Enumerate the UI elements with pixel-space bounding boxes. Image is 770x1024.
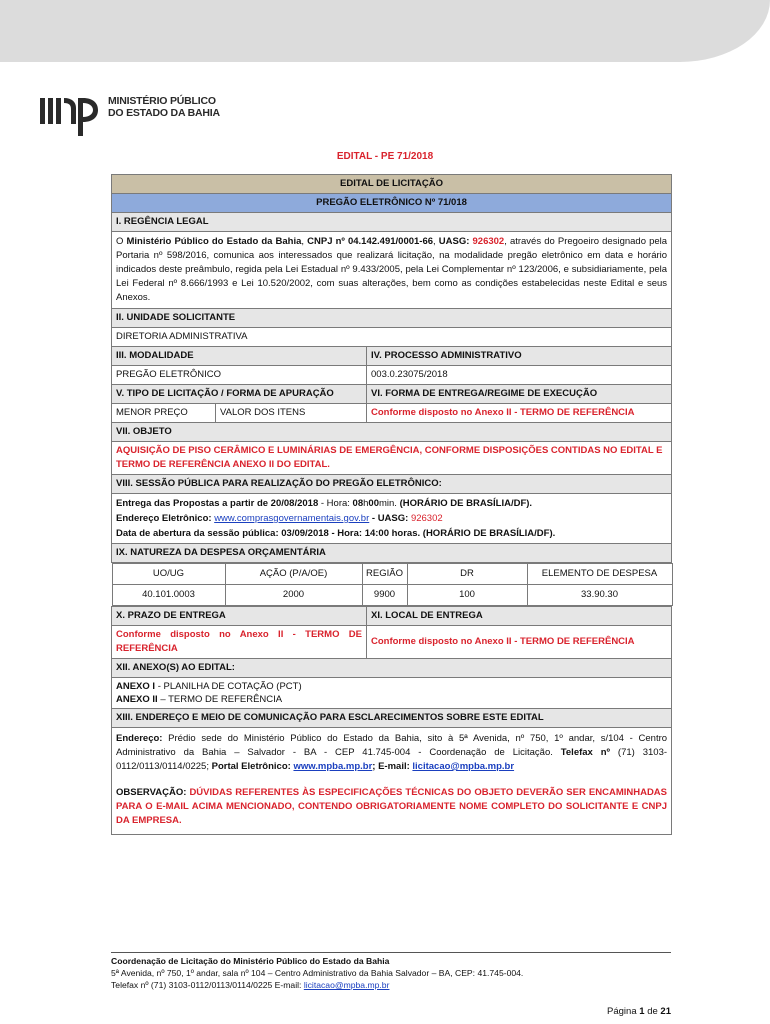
section-unidade-value: DIRETORIA ADMINISTRATIVA	[112, 328, 672, 347]
section-sessao-value	[112, 494, 672, 544]
section-regencia-legal-title: I. REGÊNCIA LEGAL	[112, 213, 672, 232]
text-fragment: 08	[352, 498, 364, 509]
section-anexos-value	[112, 678, 672, 709]
text-fragment: Página	[607, 1006, 640, 1017]
text-fragment: min.	[379, 498, 400, 509]
text-fragment: h	[363, 498, 369, 509]
section-endereco-title: XIII. ENDEREÇO E MEIO DE COMUNICAÇÃO PARA ESCLARECIMENTOS SOBRE ESTE EDITAL	[112, 709, 672, 728]
endereco-paragraph	[116, 732, 667, 774]
observacao-text: DÚVIDAS REFERENTES ÀS ESPECIFICAÇÕES TÉCNICAS DO OBJETO DEVERÃO SER ENCAMINHADAS PARA O E-MAIL ACIMA MENCIONADO, CONTENDO OBRIGATORIAMENTE NOME COMPLETO DO SOLICITANTE E CNPJ DA EMPRESA.	[116, 787, 668, 826]
title-edital-licitacao: EDITAL DE LICITAÇÃO	[112, 175, 672, 194]
section-prazo-title: X. PRAZO DE ENTREGA	[112, 607, 367, 626]
section-natureza-title: IX. NATUREZA DA DESPESA ORÇAMENTÁRIA	[112, 544, 672, 563]
page-footer	[111, 952, 671, 991]
portal-link[interactable]: www.mpba.mp.br	[293, 761, 373, 772]
footer-org: Coordenação de Licitação do Ministério Público do Estado da Bahia	[111, 956, 390, 966]
budget-header-row	[112, 564, 672, 585]
text-fragment: Portal Eletrônico:	[211, 761, 294, 772]
text-fragment: Endereço:	[116, 733, 163, 744]
section-objeto-title: VII. OBJETO	[112, 423, 672, 442]
sessao-line-3: Data de abertura da sessão pública: 03/09/2018 - Hora: 14:00 horas. (HORÁRIO DE BRASÍLIA/DF).	[116, 528, 556, 539]
page-current: 1	[639, 1006, 645, 1017]
text-fragment: , através do Pregoeiro designado pela Portaria nº 598/2016, comunica aos interessados que realizará licitação, na modalidade pregão eletrônico em data e horário indicados deste preâmbulo, regida pela Lei Estadual nº 9.433/2005, pela Lei Complementar nº 123/2006, e subsidiariamente, pela Lei Federal nº 8.666/1993 e Lei 10.520/2002, com suas alterações, bem como as condições estabelecidas neste Edital e seus Anexos.	[116, 236, 668, 303]
section-tipo-value-1: MENOR PREÇO	[112, 404, 216, 423]
budget-value-row	[112, 585, 672, 606]
section-prazo-value: Conforme disposto no Anexo II - TERMO DE REFERÊNCIA	[112, 626, 367, 659]
section-unidade-title: II. UNIDADE SOLICITANTE	[112, 309, 672, 328]
email-link[interactable]: licitacao@mpba.mp.br	[412, 761, 515, 772]
budget-container	[112, 563, 672, 607]
budget-value-cell: 100	[407, 585, 527, 606]
section-tipo-value-2: VALOR DOS ITENS	[216, 404, 367, 423]
observacao-paragraph	[116, 786, 667, 828]
section-processo-title: IV. PROCESSO ADMINISTRATIVO	[367, 347, 672, 366]
page-total: 21	[660, 1006, 671, 1017]
comprasnet-link[interactable]: www.comprasgovernamentais.gov.br	[214, 513, 370, 524]
text-fragment: Telefax nº	[560, 747, 611, 758]
budget-header-cell: AÇÃO (P/A/OE)	[225, 564, 362, 585]
text-fragment: de	[644, 1006, 661, 1017]
budget-value-cell: 33.90.30	[527, 585, 672, 606]
anexo-1	[116, 680, 667, 693]
text-fragment: Entrega das Propostas a partir de 20/08/2018	[116, 498, 319, 509]
section-local-value: Conforme disposto no Anexo II - TERMO DE REFERÊNCIA	[367, 626, 672, 659]
budget-value-cell: 40.101.0003	[112, 585, 225, 606]
text-fragment: – TERMO DE REFERÊNCIA	[157, 694, 283, 705]
text-fragment: Ministério Público do Estado da Bahia	[126, 236, 302, 247]
top-decorative-band	[0, 0, 770, 62]
section-modalidade-value: PREGÃO ELETRÔNICO	[112, 366, 367, 385]
text-fragment: Endereço Eletrônico:	[116, 513, 215, 524]
mpba-logo	[38, 90, 238, 140]
text-fragment: Telefax nº (71) 3103-0112/0113/0114/0225 E-mail:	[111, 980, 304, 990]
section-regencia-legal-text	[112, 232, 672, 309]
budget-header-cell: DR	[407, 564, 527, 585]
budget-header-cell: REGIÃO	[362, 564, 407, 585]
text-fragment: - UASG:	[369, 513, 411, 524]
footer-divider	[111, 952, 671, 953]
edital-code: EDITAL - PE 71/2018	[336, 151, 434, 162]
section-processo-value: 003.0.23075/2018	[367, 366, 672, 385]
section-forma-entrega-value: Conforme disposto no Anexo II - TERMO DE REFERÊNCIA	[367, 404, 672, 423]
section-tipo-title: V. TIPO DE LICITAÇÃO / FORMA DE APURAÇÃO	[112, 385, 367, 404]
text-fragment: - Hora:	[318, 498, 353, 509]
text-fragment: ,	[301, 236, 308, 247]
text-fragment: - PLANILHA DE COTAÇÃO (PCT)	[155, 681, 302, 692]
section-local-title: XI. LOCAL DE ENTREGA	[367, 607, 672, 626]
uasg-label: UASG:	[438, 236, 473, 247]
text-fragment: (71) 3103-0112/0113/0114/0225;	[116, 747, 668, 772]
spacer	[116, 774, 667, 786]
logo-line-1: MINISTÉRIO PÚBLICO	[108, 95, 216, 107]
text-fragment: OBSERVAÇÃO:	[116, 787, 190, 798]
section-forma-entrega-title: VI. FORMA DE ENTREGA/REGIME DE EXECUÇÃO	[367, 385, 672, 404]
text-fragment: ANEXO II	[116, 694, 158, 705]
cnpj-text: CNPJ nº 04.142.491/0001-66	[307, 236, 434, 247]
text-fragment: ; E-mail:	[372, 761, 413, 772]
budget-value-cell: 2000	[225, 585, 362, 606]
budget-value-cell: 9900	[362, 585, 407, 606]
footer-contact	[111, 979, 671, 991]
text-fragment: O	[116, 236, 127, 247]
page-number	[607, 1006, 671, 1017]
uasg-value: 926302	[472, 236, 505, 247]
text-fragment: (HORÁRIO DE BRASÍLIA/DF).	[399, 498, 533, 509]
budget-header-cell: ELEMENTO DE DESPESA	[527, 564, 672, 585]
text-fragment: Prédio sede do Ministério Público do Estado da Bahia, sito à 5ª Avenida, nº 750, 1º andar, s/104 - Centro Administrativo da Bahia – Salvador - BA - CEP 41.745-004 - Coordenação de Licitação.	[116, 733, 668, 758]
title-pregao: PREGÃO ELETRÔNICO Nº 71/018	[112, 194, 672, 213]
budget-header-cell: UO/UG	[112, 564, 225, 585]
text-fragment: ,	[433, 236, 439, 247]
text-fragment: 00	[368, 498, 379, 509]
anexo-2	[116, 693, 667, 706]
uasg-value: 926302	[410, 513, 443, 524]
budget-table	[112, 563, 673, 606]
logo-text	[108, 95, 220, 119]
section-sessao-title: VIII. SESSÃO PÚBLICA PARA REALIZAÇÃO DO PREGÃO ELETRÔNICO:	[112, 475, 672, 494]
section-objeto-value: AQUISIÇÃO DE PISO CERÂMICO E LUMINÁRIAS DE EMERGÊNCIA, CONFORME DISPOSIÇÕES CONTIDAS NO EDITAL E TERMO DE REFERÊNCIA ANEXO II DO EDITAL.	[112, 442, 672, 475]
footer-address: 5ª Avenida, nº 750, 1º andar, sala nº 104 – Centro Administrativo da Bahia Salvador – BA, CEP: 41.745-004.	[111, 968, 524, 978]
section-endereco-value	[112, 728, 672, 835]
sessao-line-1	[116, 496, 667, 511]
footer-email-link[interactable]: licitacao@mpba.mp.br	[303, 980, 390, 990]
mpba-logo-mark-icon	[38, 90, 102, 138]
text-fragment: ANEXO I	[116, 681, 156, 692]
section-anexos-title: XII. ANEXO(S) AO EDITAL:	[112, 659, 672, 678]
logo-line-2: DO ESTADO DA BAHIA	[108, 107, 220, 119]
edital-table	[111, 174, 672, 835]
sessao-line-2	[116, 511, 667, 526]
section-modalidade-title: III. MODALIDADE	[112, 347, 367, 366]
